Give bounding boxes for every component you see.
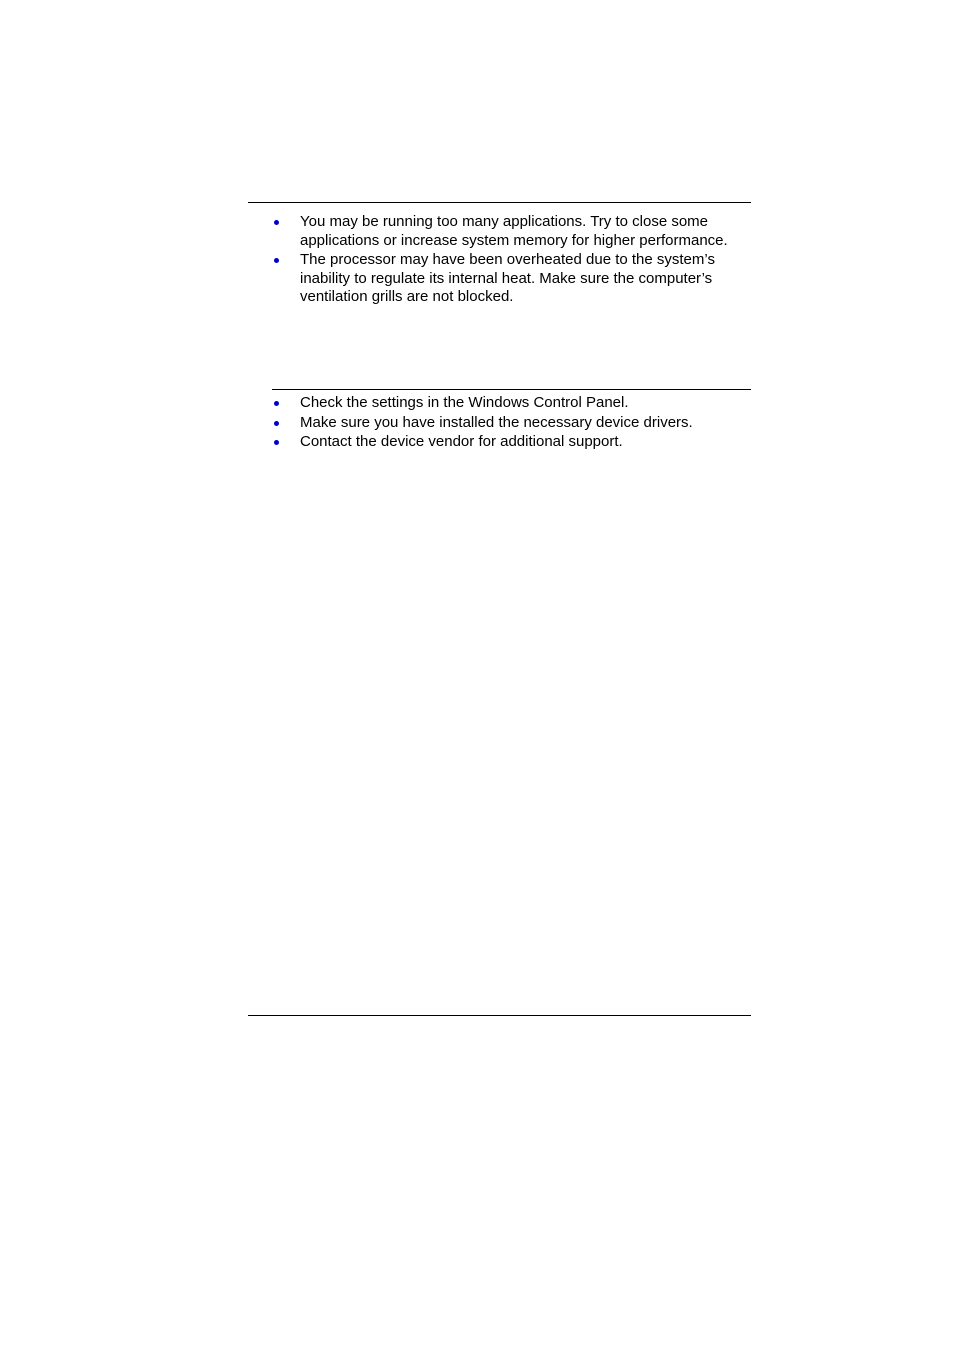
list-item-text: Check the settings in the Windows Control Panel.: [300, 394, 629, 411]
bullet-dot-icon: [274, 440, 279, 445]
list-item: [272, 251, 752, 307]
bullet-dot-icon: [274, 220, 279, 225]
list-item-text: Make sure you have installed the necessary device drivers.: [300, 413, 693, 431]
footer-divider: [248, 1015, 751, 1016]
list-item-text: You may be running too many applications. Try to close some applications or increase system memory for higher performance.: [300, 213, 728, 249]
list-item: [272, 394, 752, 413]
bullet-dot-icon: [274, 421, 279, 426]
bullet-dot-icon: [274, 401, 279, 406]
list-item-text: Contact the device vendor for additional support.: [300, 433, 623, 450]
bullet-dot-icon: [274, 258, 279, 263]
top-divider: [248, 202, 751, 203]
list-item-text: The processor may have been overheated due to the system’s inability to regulate its internal heat. Make sure the computer’s ventilation grills are not blocked.: [300, 251, 715, 305]
section-divider: [272, 389, 751, 390]
device-tips-list: [272, 394, 752, 453]
list-item: [272, 414, 752, 433]
list-item: [272, 433, 752, 452]
performance-tips-list: [272, 213, 752, 308]
list-item: [272, 213, 752, 250]
